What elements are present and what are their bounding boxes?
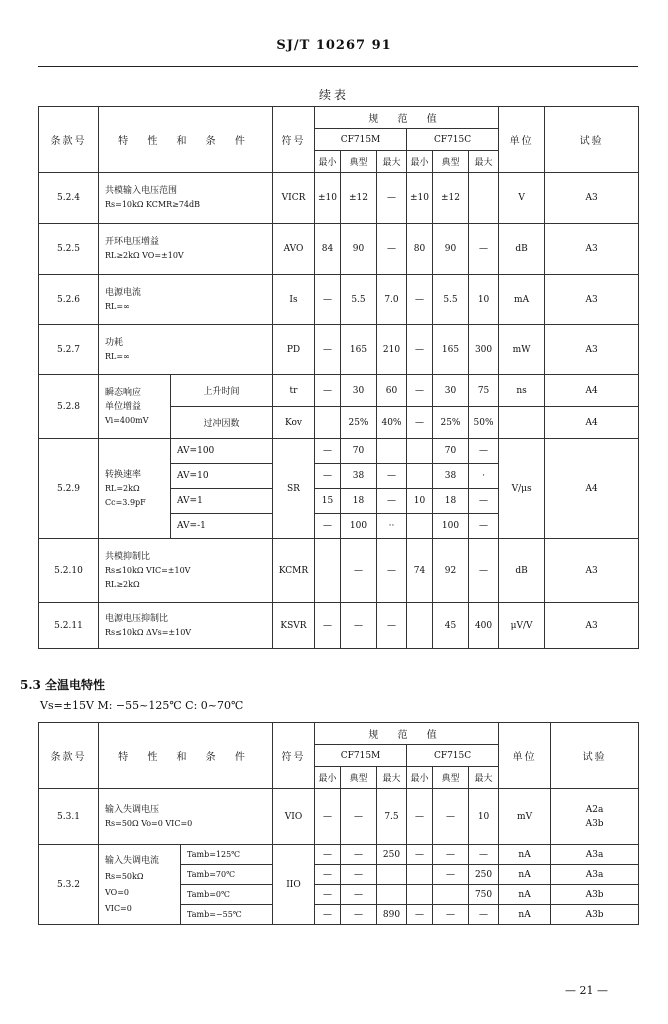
param-condition: RL≥2kΩ xyxy=(105,579,140,589)
sub-condition: AV=1 xyxy=(171,489,273,514)
header-typ: 典型 xyxy=(433,151,469,173)
value: ±12 xyxy=(341,173,377,224)
test: A3 xyxy=(545,173,639,224)
value: 38 xyxy=(341,464,377,489)
value xyxy=(469,173,499,224)
value: — xyxy=(315,325,341,375)
temperature-condition: Tamb=125℃ xyxy=(181,845,273,865)
section-title: 5.3 全温电特性 xyxy=(20,678,106,692)
characteristic xyxy=(99,789,273,845)
value: — xyxy=(315,789,341,845)
param-name: 开环电压增益 xyxy=(105,237,160,247)
value: 400 xyxy=(469,603,499,649)
value: — xyxy=(433,865,469,885)
header-symbol: 符号 xyxy=(273,723,315,789)
value: — xyxy=(469,905,499,925)
unit: mW xyxy=(499,325,545,375)
test: A3 xyxy=(545,325,639,375)
param-name: 瞬态响应 xyxy=(105,387,142,398)
value: — xyxy=(377,539,407,603)
characteristic xyxy=(99,224,273,275)
value: — xyxy=(315,885,341,905)
unit: nA xyxy=(499,905,551,925)
characteristic xyxy=(99,275,273,325)
value: — xyxy=(433,905,469,925)
symbol: Kov xyxy=(273,407,315,439)
clause-number: 5.2.9 xyxy=(39,439,99,539)
value: 250 xyxy=(469,865,499,885)
clause-number: 5.2.7 xyxy=(39,325,99,375)
value xyxy=(315,407,341,439)
test: A3 xyxy=(545,224,639,275)
value: — xyxy=(315,845,341,865)
characteristic xyxy=(99,439,171,539)
param-name: 共模抑制比 xyxy=(105,551,151,562)
param-condition: Rs=50Ω Vo=0 VIC=0 xyxy=(105,818,193,828)
header-rule xyxy=(38,66,638,67)
unit: V xyxy=(499,173,545,224)
test: A3 xyxy=(545,603,639,649)
param-condition: VO=0 xyxy=(105,887,129,897)
spec-table-full-temp xyxy=(38,722,639,925)
value: 10 xyxy=(407,489,433,514)
value: 100 xyxy=(433,514,469,539)
table-row xyxy=(39,375,639,407)
value: 84 xyxy=(315,224,341,275)
value: 210 xyxy=(377,325,407,375)
param-name: 输入失调电流 xyxy=(105,855,160,866)
symbol: PD xyxy=(273,325,315,375)
value: — xyxy=(377,224,407,275)
spec-table-continued xyxy=(38,106,639,649)
table-row xyxy=(39,325,639,375)
value: — xyxy=(315,375,341,407)
value: — xyxy=(433,789,469,845)
value: 25% xyxy=(341,407,377,439)
symbol: Is xyxy=(273,275,315,325)
param-condition: Vi=400mV xyxy=(105,415,149,425)
table-row xyxy=(39,439,639,464)
sub-condition: AV=10 xyxy=(171,464,273,489)
param-name: 电源电压抑制比 xyxy=(105,613,169,624)
value: 25% xyxy=(433,407,469,439)
characteristic xyxy=(99,173,273,224)
header-typ: 典型 xyxy=(433,767,469,789)
sub-condition: 上升时间 xyxy=(171,375,273,407)
unit xyxy=(499,407,545,439)
header-min: 最小 xyxy=(315,767,341,789)
symbol: AVO xyxy=(273,224,315,275)
test: A3 xyxy=(545,275,639,325)
document-code: SJ/T 10267 91 xyxy=(276,38,392,53)
unit: nA xyxy=(499,865,551,885)
value: 50% xyxy=(469,407,499,439)
param-condition: RL≥2kΩ VO=±10V xyxy=(105,251,184,260)
table-row xyxy=(39,173,639,224)
test: A3 xyxy=(545,539,639,603)
value: 90 xyxy=(341,224,377,275)
unit: nA xyxy=(499,845,551,865)
param-name: 电源电流 xyxy=(105,287,142,298)
clause-number: 5.3.2 xyxy=(39,845,99,925)
value: ·· xyxy=(377,514,407,539)
header-unit: 单位 xyxy=(499,107,545,173)
value: 250 xyxy=(377,845,407,865)
value: 45 xyxy=(433,603,469,649)
characteristic xyxy=(99,375,171,439)
symbol: KCMR xyxy=(273,539,315,603)
value: — xyxy=(377,603,407,649)
unit: dB xyxy=(499,224,545,275)
value: ±12 xyxy=(433,173,469,224)
unit: μV/V xyxy=(499,603,545,649)
header-cf715c: CF715C xyxy=(407,745,499,767)
clause-number: 5.3.1 xyxy=(39,789,99,845)
value: 10 xyxy=(469,275,499,325)
header-spec: 规 范 值 xyxy=(315,723,499,745)
value: — xyxy=(469,539,499,603)
value: 60 xyxy=(377,375,407,407)
test-code: A2a xyxy=(585,804,604,815)
value: — xyxy=(315,464,341,489)
unit: nA xyxy=(499,885,551,905)
value: 18 xyxy=(341,489,377,514)
value xyxy=(377,439,407,464)
param-condition: RL=2kΩ xyxy=(105,483,140,493)
value: 80 xyxy=(407,224,433,275)
temperature-condition: Tamb=70℃ xyxy=(181,865,273,885)
symbol: IIO xyxy=(273,845,315,925)
page-number: — 21 — xyxy=(565,984,608,997)
value: — xyxy=(377,489,407,514)
value: — xyxy=(469,224,499,275)
header-min: 最小 xyxy=(407,151,433,173)
value xyxy=(407,514,433,539)
header-test: 试验 xyxy=(551,723,639,789)
value: — xyxy=(469,439,499,464)
test: A3a xyxy=(551,845,639,865)
value: 100 xyxy=(341,514,377,539)
value: — xyxy=(341,603,377,649)
unit: ns xyxy=(499,375,545,407)
value: — xyxy=(469,845,499,865)
value: 40% xyxy=(377,407,407,439)
value: — xyxy=(315,603,341,649)
value xyxy=(377,865,407,885)
header-min: 最小 xyxy=(315,151,341,173)
header-min: 最小 xyxy=(407,767,433,789)
value xyxy=(407,865,433,885)
value: · xyxy=(469,464,499,489)
value: 70 xyxy=(341,439,377,464)
clause-number: 5.2.6 xyxy=(39,275,99,325)
header-test: 试验 xyxy=(545,107,639,173)
unit: V/μs xyxy=(499,439,545,539)
header-unit: 单位 xyxy=(499,723,551,789)
value: 30 xyxy=(341,375,377,407)
test: A3b xyxy=(551,905,639,925)
characteristic xyxy=(99,539,273,603)
table-row xyxy=(39,603,639,649)
clause-number: 5.2.4 xyxy=(39,173,99,224)
value xyxy=(407,885,433,905)
param-name: 功耗 xyxy=(105,337,124,348)
header-symbol: 符号 xyxy=(273,107,315,173)
value: 165 xyxy=(433,325,469,375)
temperature-condition: Tamb=−55℃ xyxy=(181,905,273,925)
value xyxy=(433,885,469,905)
value: — xyxy=(341,845,377,865)
value xyxy=(407,464,433,489)
header-clause: 条款号 xyxy=(39,723,99,789)
clause-number: 5.2.5 xyxy=(39,224,99,275)
value: — xyxy=(407,325,433,375)
symbol: KSVR xyxy=(273,603,315,649)
param-condition: RL=∞ xyxy=(105,351,130,361)
value xyxy=(377,885,407,905)
sub-condition: AV=-1 xyxy=(171,514,273,539)
header-clause: 条款号 xyxy=(39,107,99,173)
continued-label: 续表 xyxy=(318,88,349,102)
symbol: VIO xyxy=(273,789,315,845)
value: — xyxy=(377,173,407,224)
value: — xyxy=(341,539,377,603)
value: 5.5 xyxy=(341,275,377,325)
header-max: 最大 xyxy=(469,151,499,173)
sub-condition: AV=100 xyxy=(171,439,273,464)
value: 70 xyxy=(433,439,469,464)
value: — xyxy=(407,789,433,845)
table-row xyxy=(39,845,639,865)
value: — xyxy=(341,905,377,925)
value: 890 xyxy=(377,905,407,925)
characteristic xyxy=(99,845,181,925)
value: 10 xyxy=(469,789,499,845)
value: — xyxy=(315,275,341,325)
value xyxy=(315,539,341,603)
header-spec: 规 范 值 xyxy=(315,107,499,129)
value: — xyxy=(407,845,433,865)
header-characteristic: 特 性 和 条 件 xyxy=(99,723,273,789)
header-max: 最大 xyxy=(377,767,407,789)
header-cf715c: CF715C xyxy=(407,129,499,151)
test xyxy=(551,789,639,845)
value xyxy=(407,439,433,464)
value: 74 xyxy=(407,539,433,603)
value: ±10 xyxy=(407,173,433,224)
param-name: 单位增益 xyxy=(105,401,142,412)
test: A4 xyxy=(545,407,639,439)
param-condition: Rs=50kΩ xyxy=(105,871,144,881)
header-typ: 典型 xyxy=(341,151,377,173)
value: 92 xyxy=(433,539,469,603)
test-code: A3b xyxy=(585,818,604,829)
characteristic xyxy=(99,603,273,649)
value: 90 xyxy=(433,224,469,275)
value: — xyxy=(469,489,499,514)
symbol: tr xyxy=(273,375,315,407)
header-max: 最大 xyxy=(377,151,407,173)
value: 165 xyxy=(341,325,377,375)
unit: mA xyxy=(499,275,545,325)
param-condition: Rs≤10kΩ VIC=±10V xyxy=(105,565,191,575)
header-characteristic: 特 性 和 条 件 xyxy=(99,107,273,173)
value: 18 xyxy=(433,489,469,514)
value: 7.5 xyxy=(377,789,407,845)
header-cf715m: CF715M xyxy=(315,129,407,151)
value: 300 xyxy=(469,325,499,375)
value: 75 xyxy=(469,375,499,407)
value: — xyxy=(407,375,433,407)
value: 750 xyxy=(469,885,499,905)
value xyxy=(407,603,433,649)
value: 15 xyxy=(315,489,341,514)
param-condition: RL=∞ xyxy=(105,301,130,311)
header-max: 最大 xyxy=(469,767,499,789)
unit: dB xyxy=(499,539,545,603)
clause-number: 5.2.11 xyxy=(39,603,99,649)
value: — xyxy=(315,514,341,539)
value: 30 xyxy=(433,375,469,407)
param-condition: VIC=0 xyxy=(105,903,132,913)
header-cf715m: CF715M xyxy=(315,745,407,767)
value: — xyxy=(341,865,377,885)
param-condition: Rs≤10kΩ ΔVs=±10V xyxy=(105,627,192,637)
test: A3a xyxy=(551,865,639,885)
value: — xyxy=(315,905,341,925)
value: — xyxy=(407,407,433,439)
value: — xyxy=(377,464,407,489)
value: — xyxy=(433,845,469,865)
param-name: 转换速率 xyxy=(105,469,142,480)
param-name: 共模输入电压范围 xyxy=(105,186,178,196)
section-conditions: Vs=±15V M: −55~125℃ C: 0~70℃ xyxy=(40,699,244,712)
symbol: SR xyxy=(273,439,315,539)
symbol: VICR xyxy=(273,173,315,224)
characteristic xyxy=(99,325,273,375)
value: ±10 xyxy=(315,173,341,224)
param-condition: Cc=3.9pF xyxy=(105,497,146,507)
table-row xyxy=(39,275,639,325)
test: A3b xyxy=(551,885,639,905)
value: — xyxy=(407,275,433,325)
table-row xyxy=(39,539,639,603)
unit: mV xyxy=(499,789,551,845)
test: A4 xyxy=(545,375,639,407)
value: 5.5 xyxy=(433,275,469,325)
value: 7.0 xyxy=(377,275,407,325)
param-condition: Rs=10kΩ KCMR≥74dB xyxy=(105,200,201,209)
value: — xyxy=(315,439,341,464)
value: 38 xyxy=(433,464,469,489)
table-row xyxy=(39,224,639,275)
temperature-condition: Tamb=0℃ xyxy=(181,885,273,905)
value: — xyxy=(315,865,341,885)
param-name: 输入失调电压 xyxy=(105,804,160,815)
sub-condition: 过冲因数 xyxy=(171,407,273,439)
header-typ: 典型 xyxy=(341,767,377,789)
value: — xyxy=(341,789,377,845)
value: — xyxy=(407,905,433,925)
clause-number: 5.2.10 xyxy=(39,539,99,603)
value: — xyxy=(469,514,499,539)
test: A4 xyxy=(545,439,639,539)
table-row xyxy=(39,789,639,845)
clause-number: 5.2.8 xyxy=(39,375,99,439)
value: — xyxy=(341,885,377,905)
